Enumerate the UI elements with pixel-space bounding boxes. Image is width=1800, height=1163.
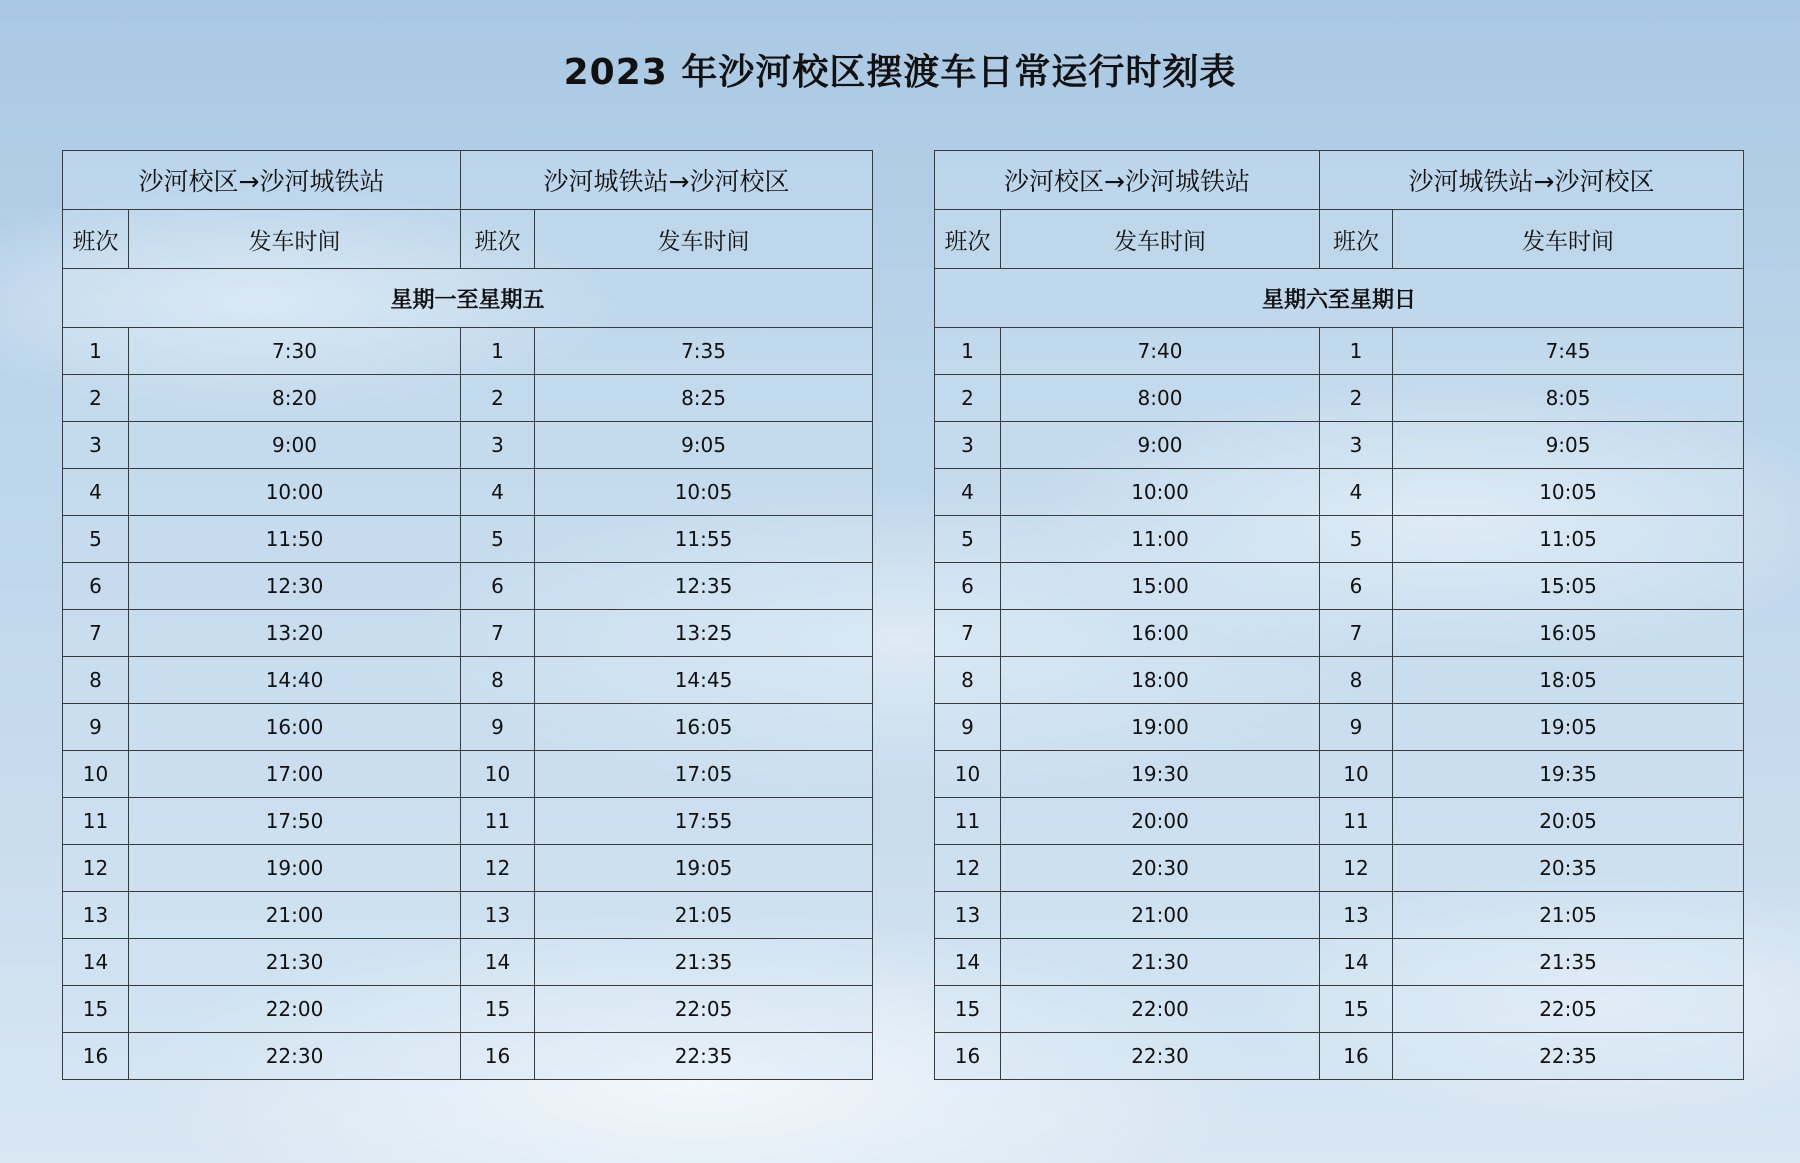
table-row [935,516,1744,563]
trip-number-return: 11 [1320,798,1393,845]
trip-number-return: 12 [461,845,535,892]
table-row [63,328,873,375]
departure-time-outbound: 10:00 [129,469,461,516]
trip-number-return: 6 [461,563,535,610]
departure-time-outbound: 7:40 [1001,328,1320,375]
column-header-row [63,210,873,269]
trip-number-outbound: 8 [935,657,1001,704]
departure-time-return: 17:05 [535,751,873,798]
table-row [935,375,1744,422]
trip-number-outbound: 16 [935,1033,1001,1080]
departure-time-outbound: 17:50 [129,798,461,845]
trip-number-return: 15 [461,986,535,1033]
trip-number-outbound: 13 [63,892,129,939]
trip-number-return: 11 [461,798,535,845]
departure-time-return: 10:05 [1393,469,1744,516]
trip-number-return: 13 [461,892,535,939]
trip-number-outbound: 14 [935,939,1001,986]
departure-time-return: 22:35 [1393,1033,1744,1080]
trip-number-return: 9 [461,704,535,751]
departure-time-outbound: 21:30 [129,939,461,986]
trip-number-return: 15 [1320,986,1393,1033]
departure-time-outbound: 21:00 [129,892,461,939]
table-row [63,610,873,657]
departure-time-return: 22:35 [535,1033,873,1080]
departure-time-outbound: 10:00 [1001,469,1320,516]
weekday-timetable [62,150,873,1080]
departure-time-outbound: 20:30 [1001,845,1320,892]
trip-number-outbound: 11 [63,798,129,845]
departure-time-return: 21:05 [535,892,873,939]
trip-number-outbound: 16 [63,1033,129,1080]
departure-time-outbound: 20:00 [1001,798,1320,845]
departure-time-return: 7:35 [535,328,873,375]
trip-number-return: 1 [1320,328,1393,375]
departure-time-return: 9:05 [535,422,873,469]
trip-number-outbound: 7 [935,610,1001,657]
trip-number-outbound: 2 [935,375,1001,422]
trip-number-outbound: 15 [935,986,1001,1033]
trip-number-outbound: 5 [935,516,1001,563]
trip-number-outbound: 10 [63,751,129,798]
trip-number-return: 7 [1320,610,1393,657]
departure-time-return: 9:05 [1393,422,1744,469]
departure-time-outbound: 21:30 [1001,939,1320,986]
col-header-trip: 班次 [63,210,129,269]
departure-time-return: 12:35 [535,563,873,610]
departure-time-outbound: 8:00 [1001,375,1320,422]
departure-time-return: 16:05 [535,704,873,751]
col-header-time: 发车时间 [1001,210,1320,269]
trip-number-outbound: 4 [935,469,1001,516]
table-row [935,798,1744,845]
col-header-trip: 班次 [1320,210,1393,269]
trip-number-return: 14 [461,939,535,986]
table-row [63,845,873,892]
trip-number-outbound: 4 [63,469,129,516]
trip-number-outbound: 3 [935,422,1001,469]
departure-time-outbound: 9:00 [129,422,461,469]
departure-time-outbound: 12:30 [129,563,461,610]
departure-time-return: 11:55 [535,516,873,563]
trip-number-return: 7 [461,610,535,657]
trip-number-outbound: 2 [63,375,129,422]
col-header-trip: 班次 [935,210,1001,269]
col-header-time: 发车时间 [535,210,873,269]
departure-time-return: 15:05 [1393,563,1744,610]
departure-time-outbound: 19:00 [1001,704,1320,751]
departure-time-outbound: 13:20 [129,610,461,657]
trip-number-return: 10 [1320,751,1393,798]
departure-time-outbound: 22:00 [1001,986,1320,1033]
trip-number-outbound: 14 [63,939,129,986]
trip-number-outbound: 8 [63,657,129,704]
trip-number-return: 2 [461,375,535,422]
trip-number-return: 14 [1320,939,1393,986]
trip-number-outbound: 15 [63,986,129,1033]
departure-time-return: 19:05 [1393,704,1744,751]
departure-time-outbound: 14:40 [129,657,461,704]
departure-time-outbound: 11:00 [1001,516,1320,563]
departure-time-return: 7:45 [1393,328,1744,375]
departure-time-return: 10:05 [535,469,873,516]
table-row [935,469,1744,516]
table-row [63,986,873,1033]
trip-number-outbound: 13 [935,892,1001,939]
table-row [935,1033,1744,1080]
departure-time-outbound: 21:00 [1001,892,1320,939]
departure-time-return: 14:45 [535,657,873,704]
trip-number-return: 8 [461,657,535,704]
direction-header-row [935,151,1744,210]
departure-time-outbound: 22:00 [129,986,461,1033]
trip-number-return: 16 [461,1033,535,1080]
table-row [63,563,873,610]
trip-number-return: 16 [1320,1033,1393,1080]
departure-time-outbound: 22:30 [129,1033,461,1080]
departure-time-return: 19:35 [1393,751,1744,798]
departure-time-return: 21:35 [535,939,873,986]
departure-time-outbound: 7:30 [129,328,461,375]
trip-number-outbound: 3 [63,422,129,469]
trip-number-return: 2 [1320,375,1393,422]
departure-time-outbound: 16:00 [129,704,461,751]
trip-number-outbound: 1 [935,328,1001,375]
table-row [63,751,873,798]
trip-number-outbound: 1 [63,328,129,375]
trip-number-return: 4 [461,469,535,516]
table-row [63,939,873,986]
table-row [935,657,1744,704]
trip-number-return: 10 [461,751,535,798]
trip-number-return: 4 [1320,469,1393,516]
table-row [935,563,1744,610]
trip-number-return: 8 [1320,657,1393,704]
departure-time-outbound: 16:00 [1001,610,1320,657]
departure-time-return: 16:05 [1393,610,1744,657]
departure-time-return: 22:05 [535,986,873,1033]
trip-number-return: 6 [1320,563,1393,610]
direction-station-to-campus: 沙河城铁站→沙河校区 [461,151,873,210]
departure-time-return: 13:25 [535,610,873,657]
trip-number-return: 9 [1320,704,1393,751]
departure-time-outbound: 8:20 [129,375,461,422]
trip-number-return: 13 [1320,892,1393,939]
departure-time-outbound: 17:00 [129,751,461,798]
table-row [63,704,873,751]
table-row [63,469,873,516]
direction-station-to-campus: 沙河城铁站→沙河校区 [1320,151,1744,210]
trip-number-outbound: 9 [63,704,129,751]
departure-time-return: 22:05 [1393,986,1744,1033]
table-row [935,422,1744,469]
table-row [63,422,873,469]
col-header-time: 发车时间 [129,210,461,269]
col-header-trip: 班次 [461,210,535,269]
weekend-timetable [934,150,1744,1080]
direction-header-row [63,151,873,210]
table-row [935,328,1744,375]
trip-number-outbound: 6 [935,563,1001,610]
table-row [935,845,1744,892]
departure-time-return: 21:35 [1393,939,1744,986]
departure-time-return: 20:35 [1393,845,1744,892]
table-row [935,610,1744,657]
table-row [935,704,1744,751]
departure-time-return: 18:05 [1393,657,1744,704]
trip-number-return: 5 [1320,516,1393,563]
trip-number-return: 12 [1320,845,1393,892]
departure-time-return: 20:05 [1393,798,1744,845]
trip-number-return: 5 [461,516,535,563]
period-label: 星期六至星期日 [935,269,1744,328]
departure-time-return: 11:05 [1393,516,1744,563]
table-row [63,1033,873,1080]
trip-number-outbound: 11 [935,798,1001,845]
departure-time-return: 8:05 [1393,375,1744,422]
direction-campus-to-station: 沙河校区→沙河城铁站 [935,151,1320,210]
table-row [63,657,873,704]
trip-number-outbound: 5 [63,516,129,563]
table-row [935,939,1744,986]
departure-time-outbound: 11:50 [129,516,461,563]
departure-time-outbound: 19:00 [129,845,461,892]
table-row [63,892,873,939]
trip-number-return: 1 [461,328,535,375]
period-label: 星期一至星期五 [63,269,873,328]
departure-time-return: 21:05 [1393,892,1744,939]
column-header-row [935,210,1744,269]
table-row [935,986,1744,1033]
page-title: 2023 年沙河校区摆渡车日常运行时刻表 [563,52,1237,93]
table-row [935,751,1744,798]
direction-campus-to-station: 沙河校区→沙河城铁站 [63,151,461,210]
table-row [63,798,873,845]
period-row [935,269,1744,328]
trip-number-outbound: 6 [63,563,129,610]
trip-number-return: 3 [461,422,535,469]
table-row [935,892,1744,939]
departure-time-outbound: 9:00 [1001,422,1320,469]
departure-time-outbound: 15:00 [1001,563,1320,610]
trip-number-outbound: 9 [935,704,1001,751]
trip-number-outbound: 12 [63,845,129,892]
departure-time-outbound: 22:30 [1001,1033,1320,1080]
trip-number-return: 3 [1320,422,1393,469]
trip-number-outbound: 7 [63,610,129,657]
departure-time-return: 17:55 [535,798,873,845]
trip-number-outbound: 12 [935,845,1001,892]
trip-number-outbound: 10 [935,751,1001,798]
table-row [63,375,873,422]
period-row [63,269,873,328]
departure-time-outbound: 19:30 [1001,751,1320,798]
departure-time-outbound: 18:00 [1001,657,1320,704]
departure-time-return: 19:05 [535,845,873,892]
col-header-time: 发车时间 [1393,210,1744,269]
table-row [63,516,873,563]
departure-time-return: 8:25 [535,375,873,422]
